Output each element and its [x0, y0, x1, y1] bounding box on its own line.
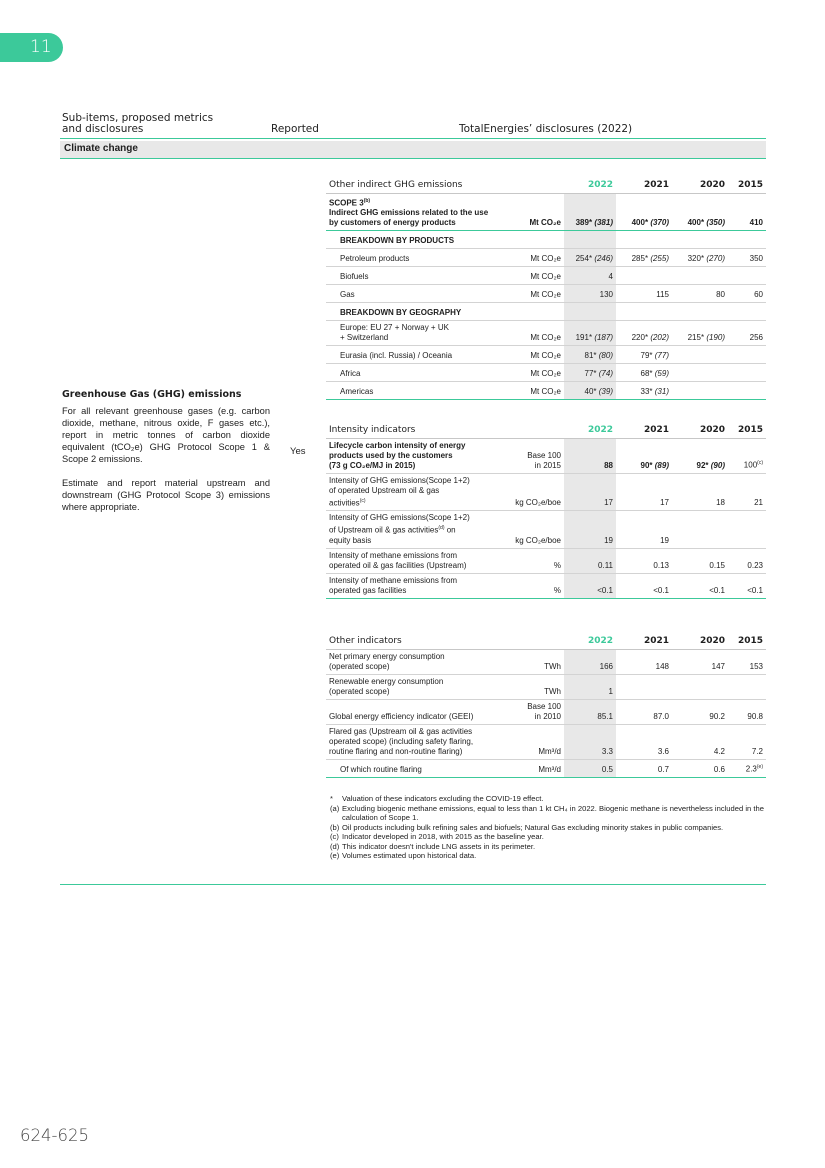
table-title: Other indirect GHG emissions — [329, 179, 463, 190]
row-label: by customers of energy products — [329, 218, 456, 228]
footnote-marker: (c) — [330, 832, 339, 841]
header-col1-line2: and disclosures — [62, 123, 144, 135]
year-2020: 2020 — [699, 635, 725, 646]
row-label: Gas — [326, 285, 506, 303]
year-2021: 2021 — [643, 635, 669, 646]
scope3-table — [326, 169, 766, 400]
value: 191* — [575, 333, 593, 343]
section-title: Climate change — [64, 143, 138, 154]
header-col1-line1: Sub-items, proposed metrics — [62, 112, 214, 124]
value: 147 — [672, 649, 728, 674]
unit: Mt CO₂e — [506, 364, 564, 382]
value: (59) — [654, 369, 669, 379]
value: <0.1 — [672, 573, 728, 598]
value: 85.1 — [564, 699, 616, 724]
row-label: Global energy efficiency indicator (GEEI) — [326, 699, 506, 724]
value: 285* — [631, 254, 649, 264]
footnote-text: Indicator developed in 2018, with 2015 as the baseline year. — [342, 832, 544, 841]
row-label: (operated scope) — [329, 686, 390, 696]
value: (39) — [598, 387, 613, 397]
value: <0.1 — [616, 573, 672, 598]
header-sub-items — [62, 113, 213, 135]
row-label: Flared gas (Upstream oil & gas activities — [329, 726, 473, 736]
value: <0.1 — [728, 573, 766, 598]
value: 320* — [687, 254, 705, 264]
year-2020: 2020 — [699, 179, 725, 190]
footnote-ref: (e) — [756, 763, 763, 770]
value: 215* — [687, 333, 705, 343]
row-label: + Switzerland — [340, 333, 389, 343]
row-label: Lifecycle carbon intensity of energy — [329, 440, 466, 450]
footnote — [330, 823, 764, 833]
row-label: Intensity of GHG emissions(Scope 1+2) — [329, 513, 470, 523]
row-label: activities — [329, 498, 360, 508]
value: 0.23 — [728, 548, 766, 573]
value: 3.3 — [564, 724, 616, 759]
value: 256 — [728, 321, 766, 346]
table-row — [326, 193, 766, 231]
row-label: Americas — [326, 382, 506, 400]
value: 21 — [728, 473, 766, 511]
value: (370) — [650, 218, 669, 228]
footnote — [330, 851, 764, 861]
unit: % — [506, 548, 564, 573]
row-label: Renewable energy consumption — [329, 676, 444, 686]
footnote — [330, 842, 764, 852]
row-label: operated oil & gas facilities (Upstream) — [329, 560, 467, 570]
row-label: Petroleum products — [326, 249, 506, 267]
header-divider — [60, 138, 766, 139]
year-2015: 2015 — [737, 179, 763, 190]
row-label: operated gas facilities — [329, 585, 407, 595]
value: (246) — [594, 254, 613, 264]
metric-description-1: For all relevant greenhouse gases (e.g. carbon dioxide, methane, nitrous oxide, F gases etc.), report in metric tonnes of carbon dioxide equivalent (tCO₂e) GHG Protocol Scope 1 & Scope 2 emissions. — [62, 406, 270, 464]
table-row — [326, 649, 766, 674]
value: 60 — [728, 285, 766, 303]
footnote — [330, 794, 764, 804]
value: (77) — [654, 351, 669, 361]
value: 400* — [631, 218, 649, 228]
table-header-row — [326, 625, 766, 649]
year-2022: 2022 — [587, 635, 613, 646]
unit: Mt CO₂e — [506, 285, 564, 303]
value: 0.7 — [616, 759, 672, 777]
value: 90* — [640, 460, 653, 470]
unit: in 2015 — [534, 460, 561, 470]
row-label: equity basis — [329, 535, 372, 545]
table-row — [326, 759, 766, 777]
value: 33* — [640, 387, 653, 397]
year-2015: 2015 — [737, 424, 763, 435]
unit: in 2010 — [534, 711, 561, 721]
footnote — [330, 832, 764, 842]
value: 0.15 — [672, 548, 728, 573]
value: 0.11 — [564, 548, 616, 573]
footnote-text: Excluding biogenic methane emissions, equal to less than 1 kt CH₄ in 2022. Biogenic methane is nevertheless included in the calculation of Scope 1. — [342, 803, 764, 822]
value: (89) — [654, 460, 669, 470]
page-number: 624-625 — [20, 1126, 89, 1145]
intensity-table — [326, 414, 766, 599]
value: (381) — [594, 218, 613, 228]
table-row — [326, 382, 766, 400]
value: (90) — [710, 460, 725, 470]
row-label: (73 g CO₂e/MJ in 2015) — [329, 460, 416, 470]
table-row — [326, 285, 766, 303]
section-end-divider — [60, 884, 766, 885]
value: 40* — [584, 387, 597, 397]
value: 148 — [616, 649, 672, 674]
value: 19 — [564, 511, 616, 549]
row-label: on — [444, 525, 456, 535]
table-row — [326, 267, 766, 285]
row-label: Net primary energy consumption — [329, 651, 445, 661]
value: 220* — [631, 333, 649, 343]
unit: Mt CO₂e — [506, 382, 564, 400]
value: (350) — [706, 218, 725, 228]
table-row — [326, 724, 766, 759]
footnote-marker: (a) — [330, 803, 340, 813]
value: 4 — [564, 267, 616, 285]
row-label: Europe: EU 27 + Norway + UK — [340, 323, 449, 333]
value: 87.0 — [616, 699, 672, 724]
table-row — [326, 346, 766, 364]
footnote-marker: (e) — [330, 851, 340, 860]
value: 19 — [616, 511, 672, 549]
table-row — [326, 321, 766, 346]
year-2020: 2020 — [699, 424, 725, 435]
footnote-ref: (d) — [438, 525, 445, 532]
value: 254* — [575, 254, 593, 264]
unit: Base 100 — [527, 450, 561, 460]
unit: % — [506, 573, 564, 598]
footnote-text: This indicator doesn't include LNG assets in its perimeter. — [342, 841, 536, 851]
table-row — [326, 674, 766, 699]
value: 90.8 — [728, 699, 766, 724]
value: 115 — [616, 285, 672, 303]
year-2021: 2021 — [643, 179, 669, 190]
table-title: Intensity indicators — [329, 424, 416, 435]
unit: Mm³/d — [506, 724, 564, 759]
value: 0.13 — [616, 548, 672, 573]
value: (255) — [650, 254, 669, 264]
value: 17 — [616, 473, 672, 511]
row-label: Indirect GHG emissions related to the use — [329, 208, 489, 218]
row-label: Eurasia (incl. Russia) / Oceania — [326, 346, 506, 364]
value: 389* — [575, 218, 593, 228]
unit: kg CO₂e/boe — [506, 511, 564, 549]
row-label: of Upstream oil & gas activities — [329, 525, 439, 535]
page-tab — [0, 33, 63, 62]
row-label: Of which routine flaring — [326, 759, 506, 777]
table-title: Other indicators — [329, 635, 402, 646]
section-band — [60, 141, 766, 158]
page-tab-number: 11 — [30, 37, 52, 57]
value: 350 — [728, 249, 766, 267]
value: 4.2 — [672, 724, 728, 759]
unit: Mt CO₂e — [506, 321, 564, 346]
table-row — [326, 511, 766, 549]
section-divider — [60, 158, 766, 159]
metric-title: Greenhouse Gas (GHG) emissions — [62, 389, 242, 400]
other-indicators-table — [326, 625, 766, 778]
table-header-row — [326, 169, 766, 193]
value: 1 — [564, 674, 616, 699]
unit: TWh — [506, 674, 564, 699]
footnote-text: Oil products including bulk refining sales and biofuels; Natural Gas excluding minority stakes in public companies. — [342, 822, 724, 832]
value: 400* — [687, 218, 705, 228]
value: 7.2 — [728, 724, 766, 759]
row-label: Biofuels — [326, 267, 506, 285]
value: 410 — [728, 193, 766, 231]
unit: Mm³/d — [506, 759, 564, 777]
row-label: Intensity of GHG emissions(Scope 1+2) — [329, 475, 470, 485]
value: 3.6 — [616, 724, 672, 759]
footnote-ref: (c) — [757, 459, 763, 466]
row-label: (operated scope) — [329, 661, 390, 671]
value: 100 — [743, 460, 758, 470]
value: 17 — [564, 473, 616, 511]
value: 130 — [564, 285, 616, 303]
value: 81* — [584, 351, 597, 361]
year-2022: 2022 — [587, 179, 613, 190]
row-label: SCOPE 3 — [329, 198, 364, 208]
row-label: operated scope) (including safety flaring, — [329, 736, 474, 746]
table-header-row — [326, 414, 766, 438]
year-2022: 2022 — [587, 424, 613, 435]
value: 0.5 — [564, 759, 616, 777]
footnote-ref: (c) — [359, 497, 366, 504]
year-2021: 2021 — [643, 424, 669, 435]
footnote-text: Volumes estimated upon historical data. — [342, 851, 477, 860]
value: 77* — [584, 369, 597, 379]
footnote-ref: (b) — [363, 197, 371, 204]
subsection-label: BREAKDOWN BY GEOGRAPHY — [326, 303, 506, 321]
subsection-label: BREAKDOWN BY PRODUCTS — [326, 231, 506, 249]
row-label: products used by the customers — [329, 450, 453, 460]
value: 92* — [696, 460, 709, 470]
value: (187) — [594, 333, 613, 343]
value: 18 — [672, 473, 728, 511]
value: 88 — [564, 438, 616, 473]
footnote-marker: (b) — [330, 822, 340, 832]
value: (31) — [654, 387, 669, 397]
year-2015: 2015 — [737, 635, 763, 646]
table-row — [326, 438, 766, 473]
unit: kg CO₂e/boe — [506, 473, 564, 511]
table-row — [326, 249, 766, 267]
reported-value: Yes — [290, 446, 306, 457]
footnote-marker: * — [330, 794, 333, 803]
table-row — [326, 548, 766, 573]
value: 0.6 — [672, 759, 728, 777]
value: 80 — [672, 285, 728, 303]
unit: Mt CO₂e — [506, 193, 564, 231]
value: (270) — [706, 254, 725, 264]
value: (74) — [598, 369, 613, 379]
row-label: Intensity of methane emissions from — [329, 575, 458, 585]
unit: Mt CO₂e — [506, 346, 564, 364]
row-label: Intensity of methane emissions from — [329, 550, 458, 560]
value: (80) — [598, 351, 613, 361]
footnote — [330, 804, 764, 823]
value: 2.3 — [745, 764, 757, 774]
footnotes — [330, 794, 764, 861]
subsection-row — [326, 303, 766, 321]
table-row — [326, 573, 766, 598]
table-row — [326, 473, 766, 511]
table-row — [326, 699, 766, 724]
unit: Base 100 — [527, 701, 561, 711]
footnote-text: Valuation of these indicators excluding the COVID-19 effect. — [342, 794, 544, 803]
unit: TWh — [506, 649, 564, 674]
unit: Mt CO₂e — [506, 249, 564, 267]
header-reported: Reported — [271, 123, 319, 135]
header-disclosures: TotalEnergies’ disclosures (2022) — [459, 123, 633, 135]
table-row — [326, 364, 766, 382]
value: (202) — [650, 333, 669, 343]
footnote-marker: (d) — [330, 841, 340, 851]
value: 90.2 — [672, 699, 728, 724]
value: (190) — [706, 333, 725, 343]
subsection-row — [326, 231, 766, 249]
row-label: routine flaring and non-routine flaring) — [329, 746, 463, 756]
metric-description-2: Estimate and report material upstream and downstream (GHG Protocol Scope 3) emissions where appropriate. — [62, 478, 270, 512]
value: 68* — [640, 369, 653, 379]
value: 153 — [728, 649, 766, 674]
value: <0.1 — [564, 573, 616, 598]
row-label: of operated Upstream oil & gas — [329, 485, 440, 495]
row-label: Africa — [326, 364, 506, 382]
value: 166 — [564, 649, 616, 674]
value: 79* — [640, 351, 653, 361]
unit: Mt CO₂e — [506, 267, 564, 285]
